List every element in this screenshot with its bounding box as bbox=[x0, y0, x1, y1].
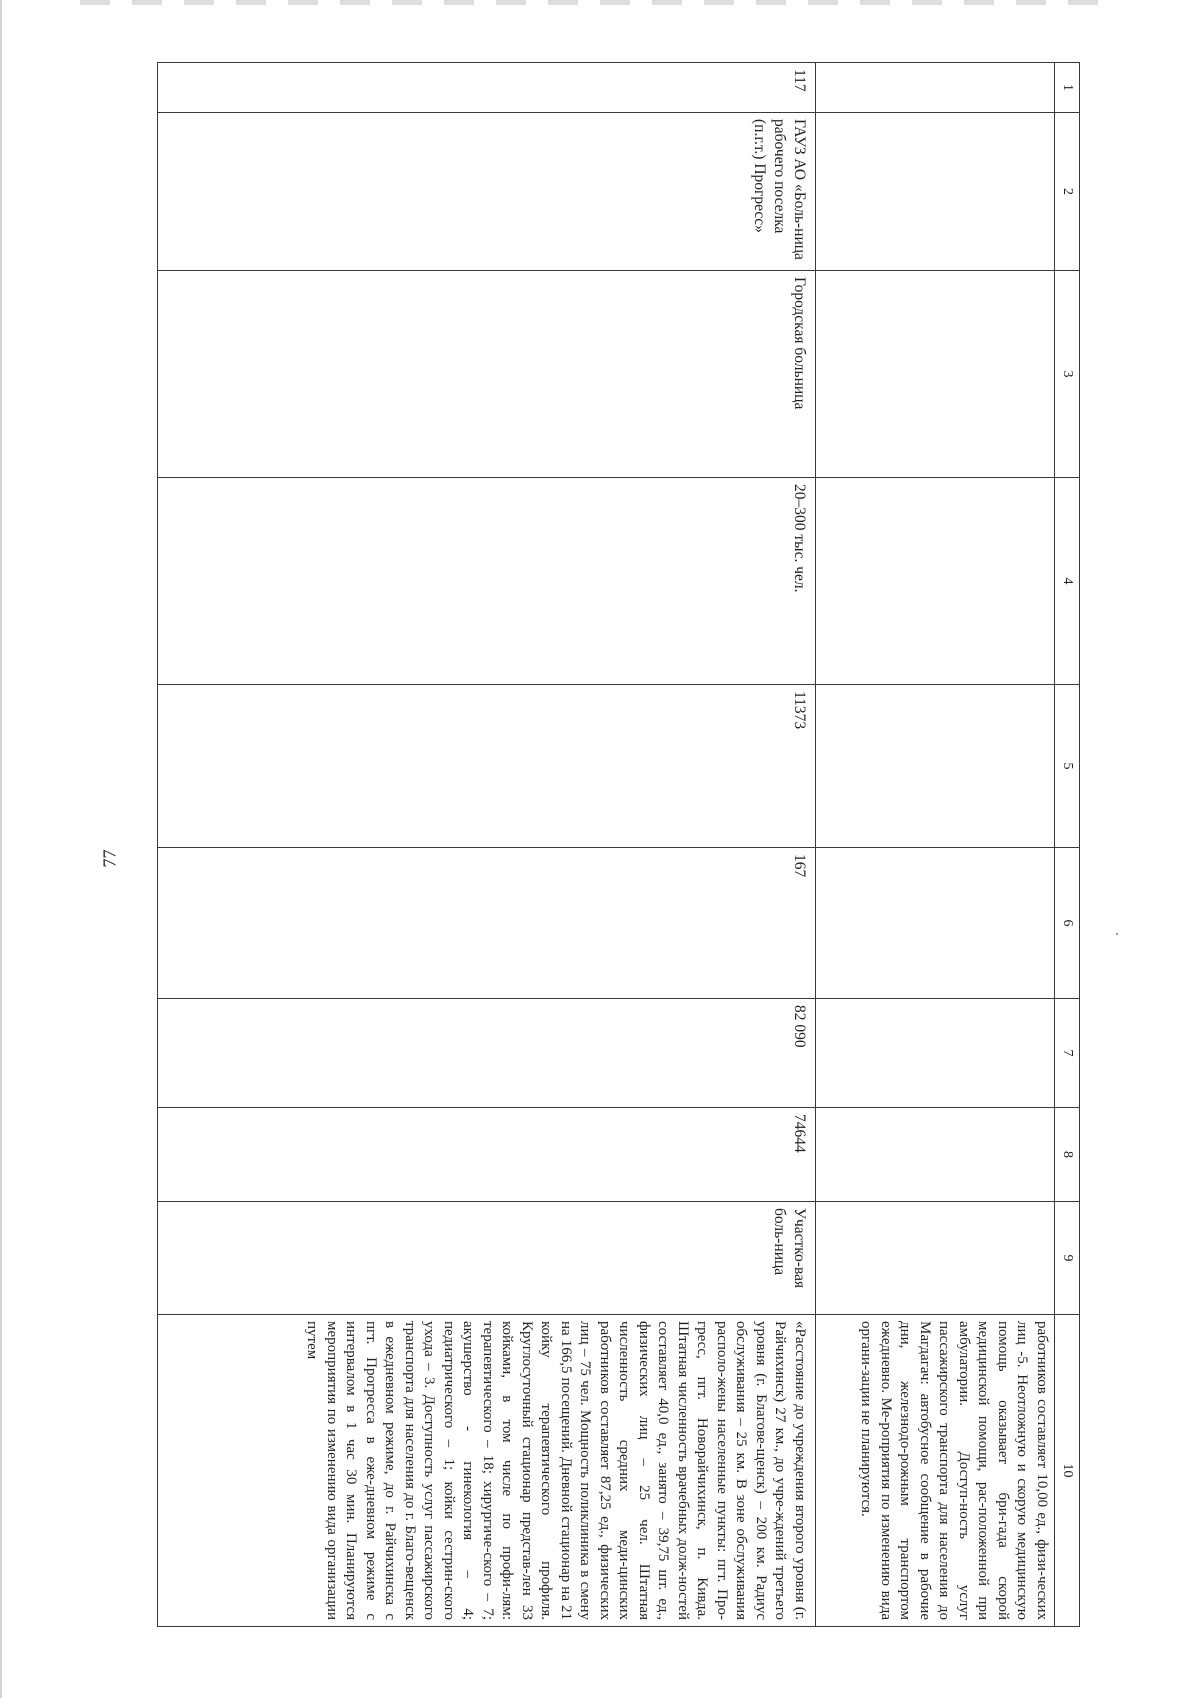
cell-hospital-kind: Участко-вая боль-ница bbox=[158, 1202, 816, 1315]
data-table bbox=[157, 62, 1080, 1627]
cell-organization-name: ГАУЗ АО «Боль-ница рабочего поселка (п.г.т.) Прогресс» bbox=[158, 113, 816, 271]
table-row bbox=[816, 63, 1055, 1627]
cell-row1-col7 bbox=[816, 999, 1055, 1108]
cell-row1-description: работников составляет 10,00 ед., физи-ческих лиц -5. Неотложную и скорую медицинскую помощь оказывает бри-гада скорой медицинской помощи, рас-положенной при амбулатории. Доступ-ность услуг пассажирского транспорта для населения до Магдагач: автобусное сообщение в рабочие дни, железнодо-рожным транспортом ежедневно. Ме-роприятия по изменению вида органи-зации не планируются. bbox=[816, 1315, 1055, 1627]
cell-row2-description: «Расстояние до учреждения второго уровня (г. Райчихинск) 27 км., до учре-ждений третьего уровня (г. Благове-щенск) – 200 км. Радиус обслуживания – 25 км. В зоне обслуживания располо-жены населенные пункты: пгт. Про-гресс, пгт. Новорайчихинск, п. Кивда. Штатная численность врачебных долж-ностей составляет 40,0 ед., занято – 39,75 шт. ед., физических лиц – 25 чел. Штатная численность средних меди-цинских работников составляет 87,25 ед., физических лиц – 75 чел. Мощность поликлиника в смену на 166,5 посещений. Дневной стационар на 21 койку терапевтического профиля. Круглосуточный стационар представ-лен 33 койками, в том числе по профи-лям: терапевтического – 18; хирургиче-ского – 7; акушерство - гинекология – 4; педиатрического – 1; койки сестрин-ского ухода – 3. Доступность услуг пассажирского транспорта для населения до г. Благо-вещенск в ежедневном режиме, до г. Райчихинска с пгт. Прогресса в еже-дневном режиме с интервалом в 1 час 30 мин. Планируются мероприятия по изменению вида организации путем bbox=[158, 1315, 816, 1627]
header-cell-5: 5 bbox=[1055, 685, 1080, 848]
scan-artifact-top bbox=[80, 0, 1120, 5]
cell-row1-col8 bbox=[816, 1108, 1055, 1202]
header-cell-8: 8 bbox=[1055, 1108, 1080, 1202]
cell-row1-col3 bbox=[816, 271, 1055, 478]
page-number: 77 bbox=[99, 849, 120, 868]
cell-facility-type: Городская больница bbox=[158, 271, 816, 478]
cell-row1-col9 bbox=[816, 1202, 1055, 1315]
header-cell-2: 2 bbox=[1055, 113, 1080, 271]
header-cell-6: 6 bbox=[1055, 848, 1080, 999]
header-cell-10: 10 bbox=[1055, 1315, 1080, 1627]
table-row bbox=[158, 63, 816, 1627]
scan-speck bbox=[1116, 933, 1118, 935]
cell-row1-col1 bbox=[816, 63, 1055, 113]
cell-value-col5: 11373 bbox=[158, 685, 816, 848]
header-row bbox=[1055, 63, 1080, 1627]
cell-population-range: 20–300 тыс. чел. bbox=[158, 478, 816, 685]
header-cell-3: 3 bbox=[1055, 271, 1080, 478]
rotated-table-wrapper bbox=[168, 62, 1080, 1626]
cell-value-col8: 74644 bbox=[158, 1108, 816, 1202]
cell-row1-col4 bbox=[816, 478, 1055, 685]
header-cell-7: 7 bbox=[1055, 999, 1080, 1108]
cell-row1-col2 bbox=[816, 113, 1055, 271]
header-cell-1: 1 bbox=[1055, 63, 1080, 113]
cell-row1-col6 bbox=[816, 848, 1055, 999]
header-cell-4: 4 bbox=[1055, 478, 1080, 685]
cell-row1-col5 bbox=[816, 685, 1055, 848]
header-cell-9: 9 bbox=[1055, 1202, 1080, 1315]
cell-value-col6: 167 bbox=[158, 848, 816, 999]
cell-value-col7: 82 090 bbox=[158, 999, 816, 1108]
cell-row-number: 117 bbox=[158, 63, 816, 113]
